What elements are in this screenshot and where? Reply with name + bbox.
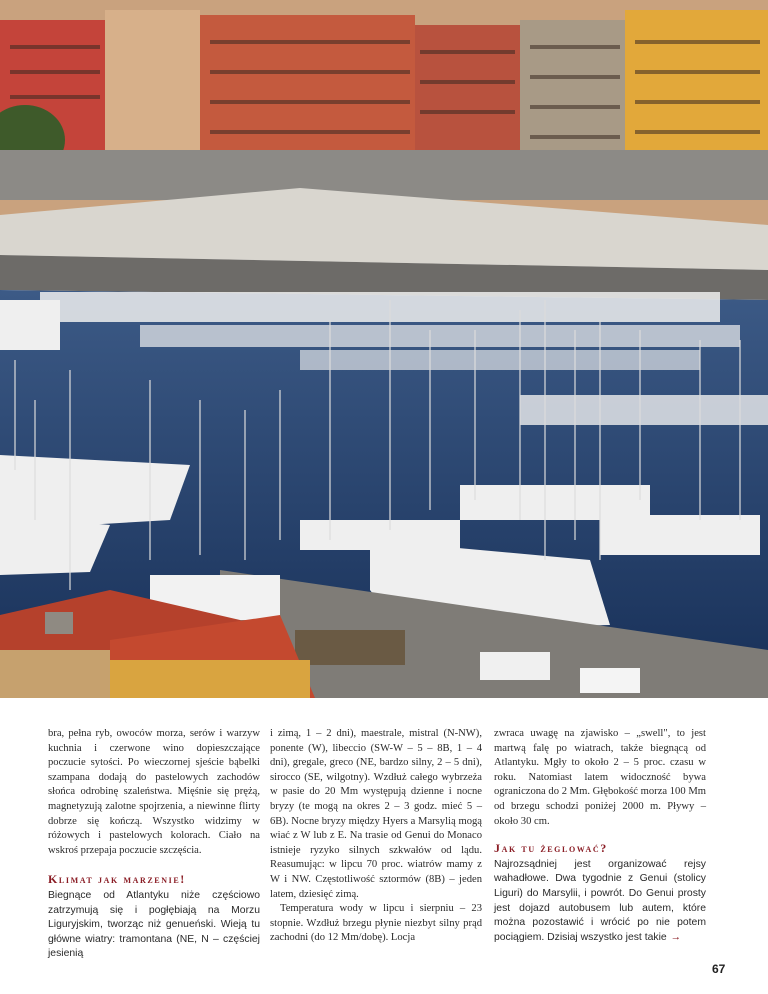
text-column-1 bbox=[48, 727, 260, 962]
paragraph: bra, pełna ryb, owoców morza, serów i warzyw kuchnia i czerwone wino dopieszczające poczucie sytości. Po wieczornej sjeście bąbelki szampana dodają do pastelowych zachodów słońca odrobinę szaleństwa. Mięśnie się prężą, magnetyzują zalotne spojrzenia, a niewinne flirty dobrze się kończą. Wszystko widzimy w różowych i pastelowych kolorach. Ciało na wskroś przepaja poczucie szczęścia. bbox=[48, 728, 260, 856]
section-heading-climate: Klimat jak marzenie! bbox=[48, 872, 186, 887]
paragraph: Temperatura wody w lipcu i sierpniu – 23 stopnie. Wzdłuż brzegu płynie niezbyt silny prąd zachodni (do 12 Mm/dobę). Locja bbox=[270, 903, 482, 944]
section-heading-sailing: Jak tu żeglować? bbox=[494, 841, 608, 856]
arrow-right-icon: → bbox=[670, 931, 682, 943]
paragraph: zwraca uwagę na zjawisko – „swell", to jest martwą falę po wiatrach, także biegnącą od Atlantyku. Mgły to około 2 – 5 proc. czasu w roku. Natomiast latem widoczność bywa ograniczona do 2 Mm. Głębokość morza 100 Mm od brzegu schodzi poniżej 2000 m. Pływy – około 30 cm. bbox=[494, 728, 706, 827]
text-column-3 bbox=[494, 727, 706, 945]
text-column-2 bbox=[270, 727, 482, 946]
paragraph: Biegnące od Atlantyku niże częściowo zatrzymują się i pogłębiają na Morzu Liguryjskim, tworząc niż genueński. Wieją tu główne wiatry: tramontana (NE, N – częściej jesienią bbox=[48, 889, 260, 960]
paragraph: i zimą, 1 – 2 dni), maestrale, mistral (N-NW), ponente (W), libeccio (SW-W – 5 – 8B, 1 – 4 dni), gregale, greco (NE, bardzo silny, 2 – 5 dni), sirocco (SE, wilgotny). Wzdłuż całego wybrzeża w pasie do 20 Mm występują dzienne i nocne bryzy (te mogą na okres 2 – 3 godz. mieć 5 – 6B). Nocne bryzy między Hyers a Marsylią mogą wiać z W lub z E. Na trasie od Genui do Monaco istnieje ryzyko silnych szkwałów od lądu. Reasumując: w lipcu 70 proc. wiatrów mamy z W i NW. Częstotliwość sztormów (8B) – jeden latem, dziesięć zimą. bbox=[270, 728, 482, 900]
page-number: 67 bbox=[712, 962, 726, 976]
paragraph: Najrozsądniej jest organizować rejsy wahadłowe. Dwa tygodnie z Genui (stolicy Liguri) do Marsylii, i powrót. Do Genui prosty jest dojazd autobusem lub autem, które można pozostawić i wrócić po nie potem pociągiem. Dzisiaj wszystko jest takie bbox=[494, 858, 706, 943]
